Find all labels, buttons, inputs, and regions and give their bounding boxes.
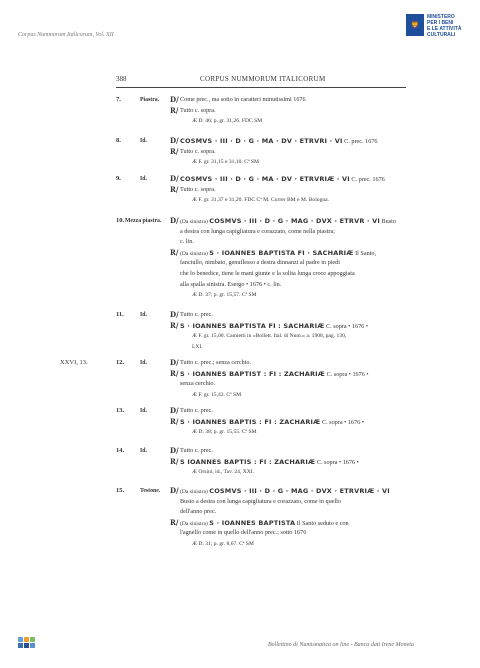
- description-text: Tutto c. sopra.: [180, 185, 216, 193]
- ministry-line: E LE ATTIVITÀ: [427, 26, 462, 32]
- description-tail: C. prec. 1676: [342, 138, 378, 145]
- entry-denomination: Id.: [140, 312, 147, 318]
- obverse-mark: D/: [170, 136, 179, 145]
- description-line: [180, 280, 420, 290]
- entry-number: 7.: [116, 96, 121, 103]
- description-text: senza cerchio.: [180, 380, 216, 388]
- description-tail: Il Santo,: [353, 249, 377, 257]
- direction-note: (Da sinistra): [180, 219, 210, 225]
- entry-denomination: Mezza piastra.: [125, 218, 162, 224]
- description-line: [180, 369, 420, 380]
- footer-text: Bollettino di Numismatica on line - Banca dati Irene Moneta: [268, 642, 414, 648]
- entry-number: 15.: [116, 487, 125, 494]
- entry-number: 13.: [116, 407, 125, 414]
- reverse-mark: R/: [170, 320, 179, 330]
- obverse-mark: D/: [170, 174, 179, 183]
- description-text: Busto a destra con lunga capigliatura e corazzato, come in quello: [180, 497, 341, 505]
- description-tail: Il Santo seduto e con: [295, 519, 349, 527]
- description-line: [180, 269, 420, 279]
- footer-logo: [18, 637, 40, 651]
- specimen-reference: Æ D. 46; p. gr. 31,26. FDC SM: [192, 118, 263, 125]
- description-line: [180, 136, 420, 147]
- description-text: Tutto c. prec.: [180, 447, 213, 454]
- reverse-mark: R/: [170, 184, 179, 194]
- plate-reference: XXVI, 13.: [60, 359, 88, 366]
- description-text: dell'anno prec.: [180, 508, 217, 516]
- description-line: [180, 227, 420, 237]
- description-tail: C. prec. 1676: [349, 176, 385, 183]
- description-line: [180, 248, 420, 259]
- description-text: alla spalla sinistra. Esergo • 1676 • c. lin.: [180, 280, 282, 288]
- obverse-mark: D/: [170, 310, 179, 319]
- page-number: 388: [116, 75, 127, 83]
- direction-note: (Da sinistra): [180, 250, 210, 257]
- entry-denomination: Id.: [140, 176, 147, 182]
- description-tail: Busto: [379, 218, 396, 225]
- page-title: CORPUS NUMMORUM ITALICORUM: [200, 75, 326, 83]
- coin-legend: S · IOANNES BAPTIST : FI : ZACHARIÆ: [180, 369, 326, 378]
- description-tail: C. sopra • 1676 •: [325, 370, 369, 378]
- specimen-reference: Æ F. gr. 31,37 e 31,20. FDC Cª M. Correr BM e M. Bologna.: [192, 197, 330, 204]
- reverse-mark: R/: [170, 247, 179, 257]
- description-text: c. lin.: [180, 238, 194, 246]
- description-text: a destra con lunga capigliatura e corazzato, come nella piastra;: [180, 227, 335, 235]
- description-tail: C. sopra • 1676 •: [320, 418, 364, 426]
- description-text: Tutto c. sopra.: [180, 106, 216, 114]
- description-line: [180, 216, 420, 227]
- description-line: [180, 457, 420, 468]
- entry-denomination: Id.: [140, 360, 147, 366]
- description-line: [180, 95, 420, 105]
- obverse-mark: D/: [170, 95, 179, 104]
- obverse-mark: D/: [170, 446, 179, 455]
- reverse-mark: R/: [170, 416, 179, 426]
- specimen-reference: LXI.: [192, 343, 203, 350]
- description-text: Tutto c. prec.: [180, 311, 213, 318]
- entry-denomination: Id.: [140, 408, 147, 414]
- entry-number: 10.: [116, 217, 125, 224]
- description-line: [180, 106, 420, 116]
- description-line: [180, 528, 420, 538]
- obverse-mark: D/: [170, 406, 179, 415]
- description-tail: C. sopra • 1676 •: [324, 322, 368, 330]
- description-line: [180, 237, 420, 247]
- description-line: [180, 185, 420, 195]
- description-line: [180, 147, 420, 157]
- direction-note: (Da sinistra): [180, 520, 210, 527]
- description-text: Tutto c. prec.: [180, 407, 213, 414]
- description-line: [180, 258, 420, 268]
- entry-number: 11.: [116, 311, 124, 318]
- description-line: [180, 446, 420, 456]
- coin-legend: COSMVS · III · D · G · MA · DV · ETRVRI · VI: [180, 137, 343, 145]
- description-tail: C. sopra • 1676 •: [315, 458, 359, 466]
- reverse-mark: R/: [170, 517, 179, 527]
- coin-legend: COSMVS · III · D · G · MAG · DVX · ETRVRIÆ · VI: [209, 487, 390, 495]
- description-line: [180, 486, 420, 497]
- ministry-line: PER I BENI: [427, 20, 454, 26]
- entry-denomination: Piastra.: [140, 97, 160, 103]
- specimen-reference: Æ F. gr. 15,43. Cª SM: [192, 391, 242, 398]
- entry-number: 8.: [116, 137, 121, 144]
- description-text: fanciullo, nimbato, genuflesso a destra dinnanzi al padre in piedi: [180, 259, 340, 267]
- coin-legend: S · IOANNES BAPTIS : FI : ZACHARIÆ: [180, 417, 321, 426]
- obverse-mark: D/: [170, 216, 179, 225]
- description-line: [180, 310, 420, 320]
- ministry-line: MINISTERO: [427, 14, 455, 20]
- coin-legend: S IOANNES BAPTIS : FI : ZACHARIÆ: [180, 457, 316, 466]
- direction-note: (Da sinistra): [180, 489, 210, 495]
- reverse-mark: R/: [170, 456, 179, 466]
- description-line: [180, 174, 420, 185]
- description-text: Tutto c. prec.; senza cerchio.: [180, 359, 252, 366]
- coin-legend: S · IOANNES BAPTISTA FI : SACHARIÆ: [180, 321, 325, 330]
- ministry-line: CULTURALI: [427, 32, 456, 38]
- description-text: l'agnello come in quello dell'anno prec.; sotto 1676: [180, 529, 307, 537]
- coin-legend: COSMVS · III · D · G · MAG · DVX · ETRVR · VI: [209, 217, 380, 225]
- description-text: Tutto c. sopra.: [180, 147, 216, 155]
- description-line: [180, 518, 420, 529]
- specimen-reference: Æ F. gr. 15,00. Camietti in «Bollett. Ital. di Num.» a. 1908, pag. 130,: [192, 333, 347, 340]
- description-line: [180, 358, 420, 368]
- entry-denomination: Id.: [140, 138, 147, 144]
- entry-number: 9.: [116, 175, 121, 182]
- description-line: [180, 507, 420, 517]
- specimen-reference: Æ F. gr. 31,15 e 31,10. Cª SM: [192, 159, 259, 166]
- description-line: [180, 321, 420, 332]
- specimen-reference: Æ D. 37; p. gr. 15,57. Cª SM: [192, 292, 257, 299]
- obverse-mark: D/: [170, 358, 179, 367]
- running-title: Corpus Nummorum Italicorum, Vol. XII: [18, 32, 114, 38]
- specimen-reference: Æ D. 31; p. gr. 8,67. Cª SM: [192, 541, 254, 547]
- entry-denomination: Id.: [140, 448, 147, 454]
- description-line: [180, 417, 420, 428]
- reverse-mark: R/: [170, 146, 179, 156]
- reverse-mark: R/: [170, 105, 179, 115]
- description-text: che lo benedice, tiene le mani giunte e la solita lunga croce appoggiata: [180, 270, 355, 277]
- entry-number: 12.: [116, 359, 125, 366]
- coin-legend: COSMVS · III · D · G · MA · DV · ETRVRIÆ · VI: [180, 175, 350, 183]
- coin-legend: S · IOANNES BAPTISTA FI · SACHARIÆ: [209, 248, 354, 257]
- description-text: Come prec., ma sotto in caratteri minutissimi 1676: [180, 96, 306, 103]
- obverse-mark: D/: [170, 486, 179, 495]
- coin-legend: S · IOANNES BAPTISTA: [209, 518, 296, 527]
- ministry-name: [427, 14, 461, 38]
- header-rule: [116, 87, 406, 88]
- description-line: [180, 497, 420, 507]
- description-line: [180, 379, 420, 389]
- ministry-logo: 🦁: [406, 14, 424, 36]
- specimen-reference: Æ D. 38; p. gr. 15,55. Cª SM: [192, 429, 257, 436]
- specimen-reference: Æ Orsini, id., Tav. 24, XXI.: [192, 469, 255, 476]
- reverse-mark: R/: [170, 368, 179, 378]
- entry-denomination: Testone.: [140, 488, 161, 494]
- description-line: [180, 406, 420, 416]
- entry-number: 14.: [116, 447, 125, 454]
